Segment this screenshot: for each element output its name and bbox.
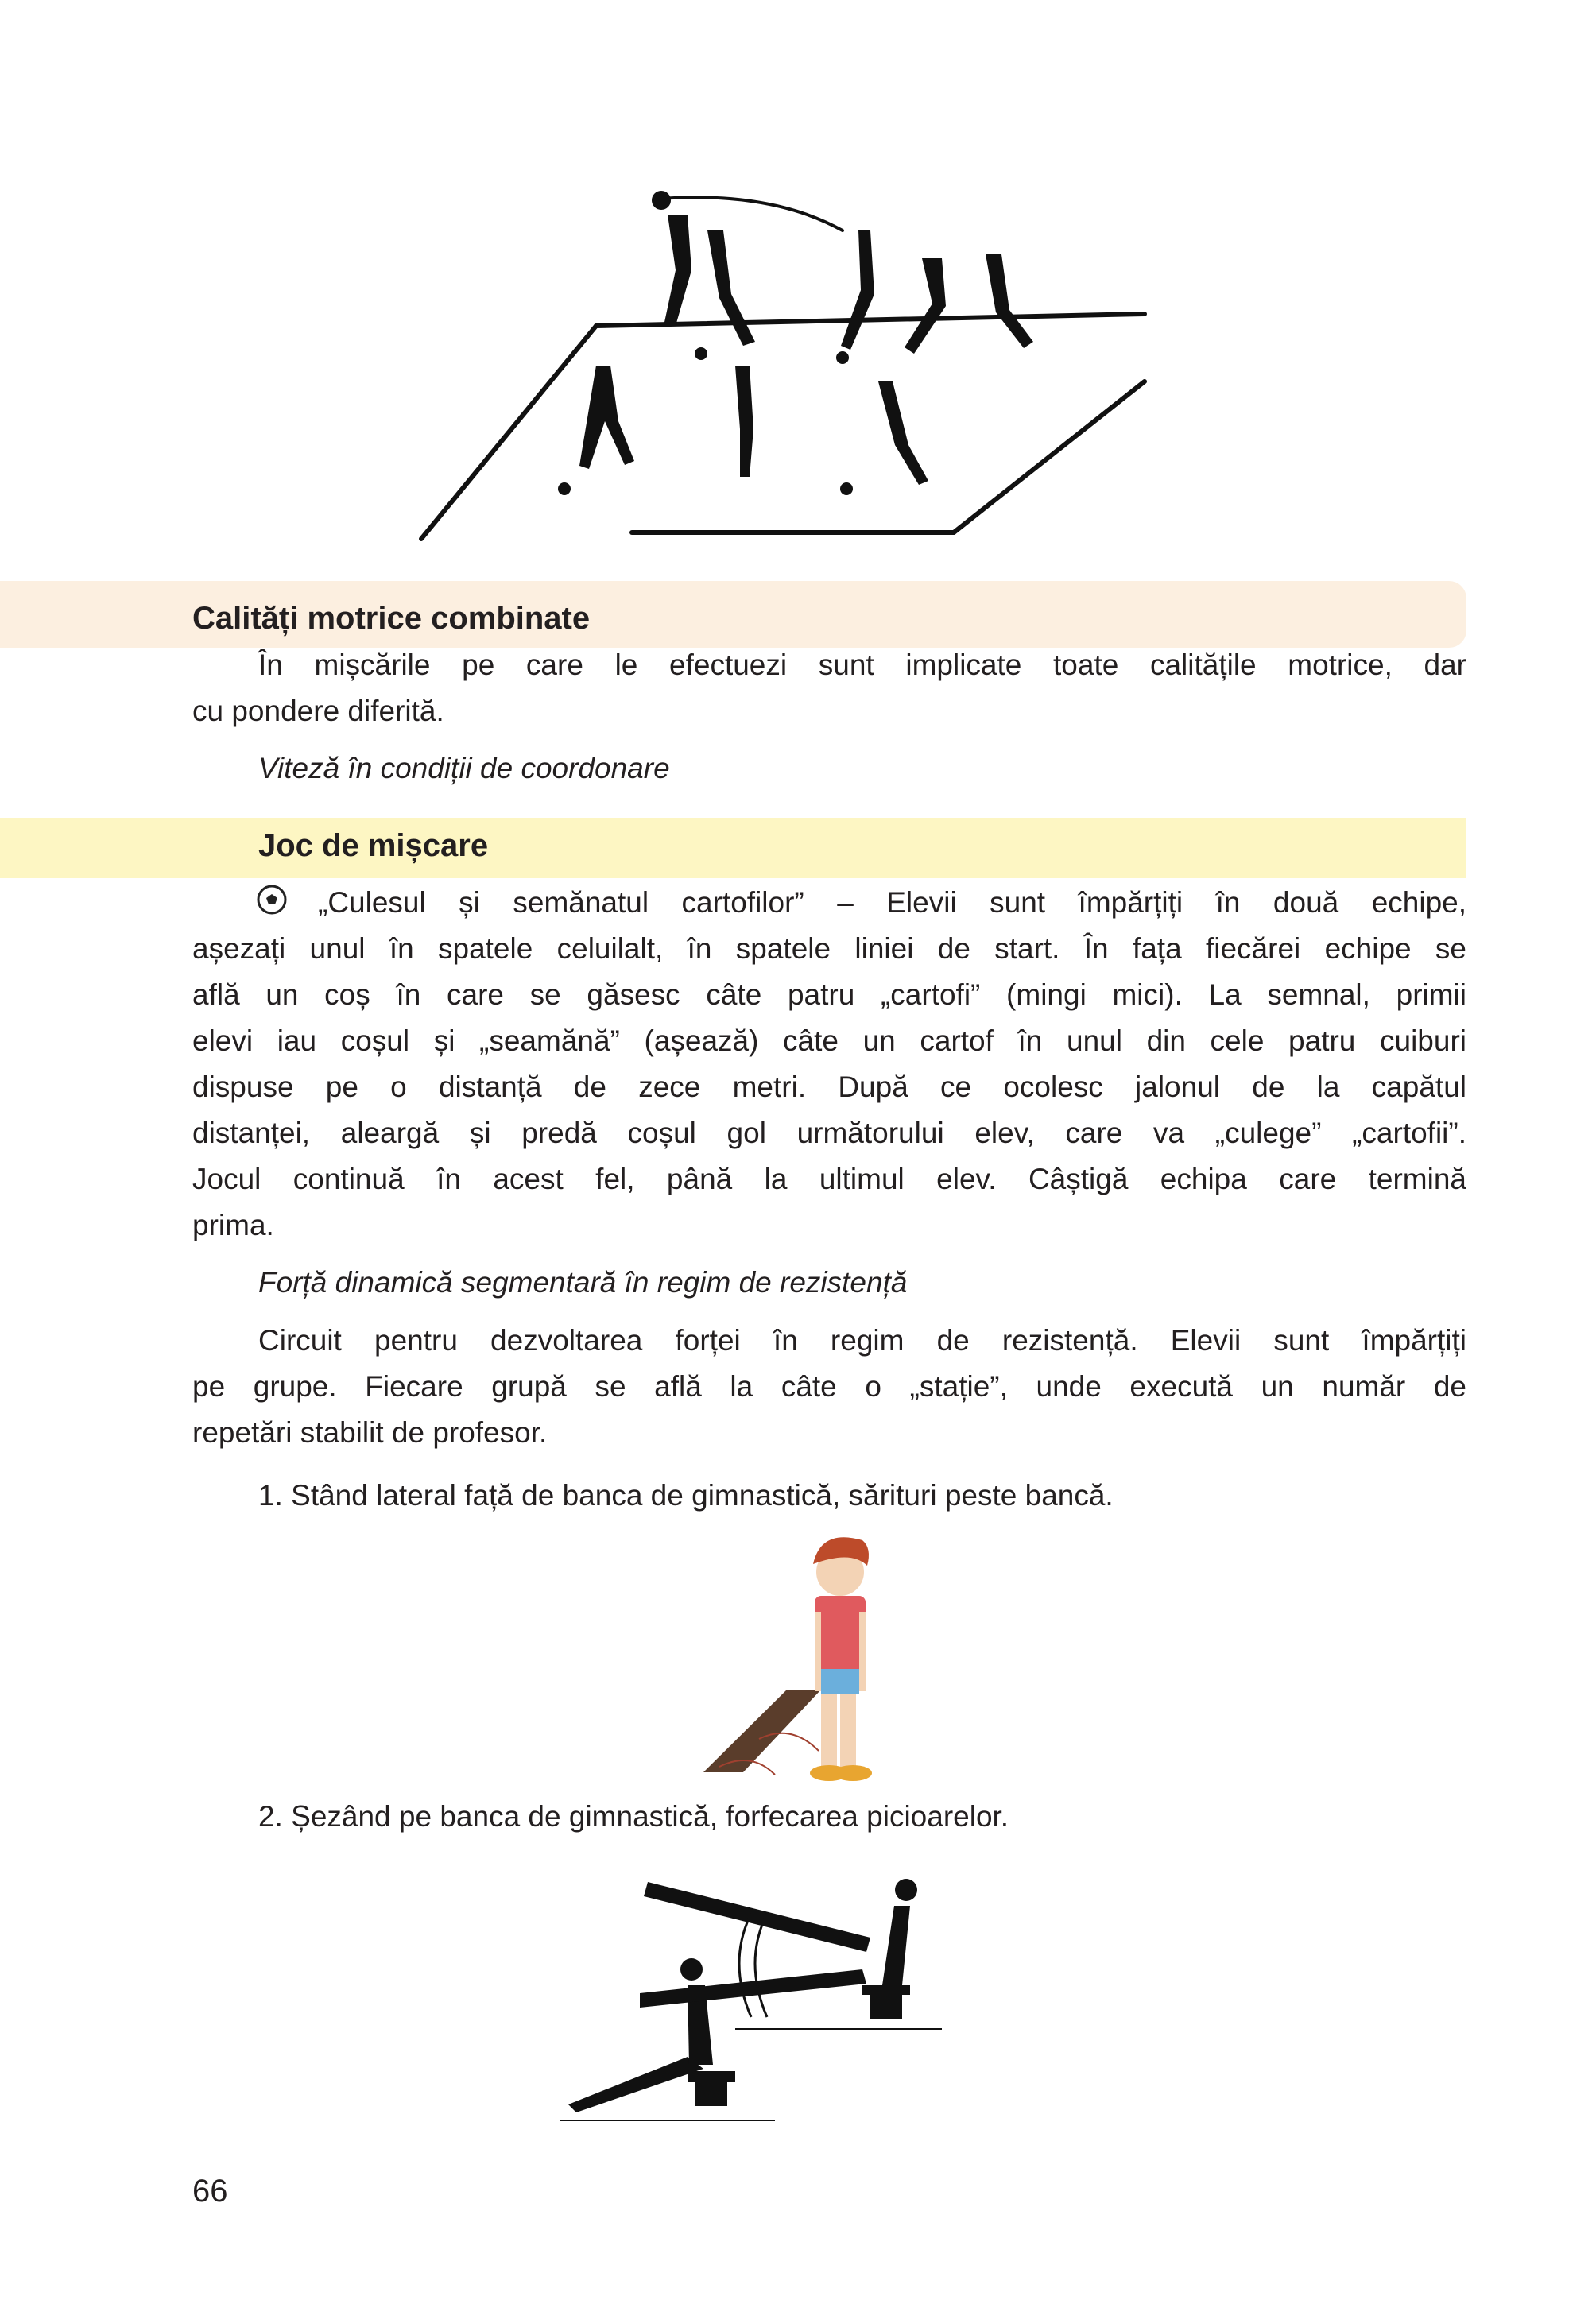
section-band-movement-game <box>0 818 1466 878</box>
section-heading-movement-game: Joc de mișcare <box>258 828 489 863</box>
paragraph-line: În mișcările pe care le efectuezi sunt implicate toate calitățile motrice, dar <box>258 649 1466 681</box>
exercise-item-1: 1. Stând lateral față de banca de gimnastică, sărituri peste bancă. <box>258 1479 1114 1512</box>
paragraph-line: prima. <box>192 1209 274 1241</box>
subheading-dynamic-strength: Forță dinamică segmentară în regim de rezistență <box>258 1266 908 1299</box>
paragraph-line: Jocul continuă în acest fel, până la ultimul elev. Câștigă echipa care termină <box>192 1163 1466 1195</box>
soccer-ball-icon <box>256 884 288 916</box>
paragraph-line: pe grupe. Fiecare grupă se află la câte o „stație”, unde execută un număr de <box>192 1370 1466 1403</box>
paragraph-line: elevi iau coșul și „seamănă” (așează) câte un cartof în unul din cele patru cuiburi <box>192 1024 1466 1057</box>
boy-bench-illustration <box>703 1524 878 1787</box>
paragraph-line: distanței, aleargă și predă coșul gol următorului elev, care va „culege” „cartofii”. <box>192 1117 1466 1149</box>
exercise-item-2: 2. Șezând pe banca de gimnastică, forfecarea picioarelor. <box>258 1800 1009 1833</box>
page-number: 66 <box>192 2174 228 2209</box>
paragraph-line: cu pondere diferită. <box>192 695 444 727</box>
paragraph-line: așezați unul în spatele celuilalt, în spatele liniei de start. În fața fiecărei echipe se <box>192 932 1466 965</box>
section-heading-motor-qualities: Calități motrice combinate <box>192 601 591 636</box>
paragraph-line: „Culesul și semănatul cartofilor” – Elevii sunt împărțiți în două echipe, <box>318 886 1466 919</box>
paragraph-line: Circuit pentru dezvoltarea forței în regim de rezistență. Elevii sunt împărțiți <box>258 1324 1466 1357</box>
paragraph-line: dispuse pe o distanță de zece metri. După ce ocolesc jalonul de la capătul <box>192 1071 1466 1103</box>
paragraph-line: repetări stabilit de profesor. <box>192 1416 548 1449</box>
players-court-illustration <box>413 183 1152 548</box>
subheading-speed: Viteză în condiții de coordonare <box>258 752 670 784</box>
paragraph-line: află un coș în care se găsesc câte patru „cartofi” (mingi mici). La semnal, primii <box>192 978 1466 1011</box>
seated-scissors-illustration <box>560 1866 974 2128</box>
